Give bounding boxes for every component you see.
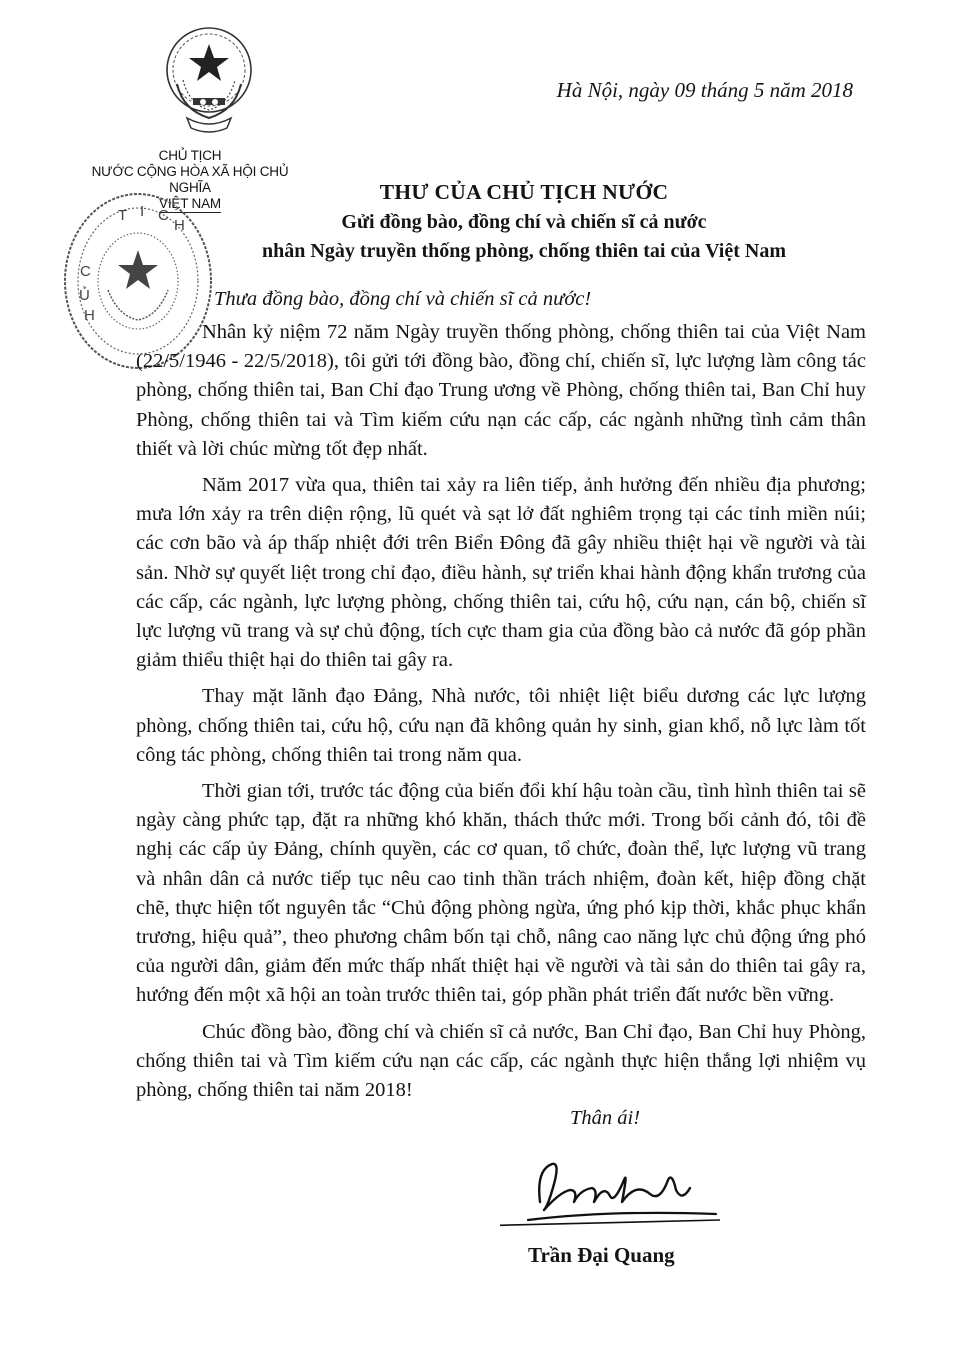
org-line-3: VIỆT NAM bbox=[159, 196, 221, 211]
salutation: Thưa đồng bào, đồng chí và chiến sĩ cả nước! bbox=[214, 288, 592, 310]
svg-text:H: H bbox=[174, 217, 185, 234]
svg-text:Ủ: Ủ bbox=[79, 287, 90, 304]
svg-text:H: H bbox=[84, 307, 95, 324]
body-paragraph-5: Chúc đồng bào, đồng chí và chiến sĩ cả nước, Ban Chỉ đạo, Ban Chỉ huy Phòng, chống thiên tai và Tìm kiếm cứu nạn các cấp, các ngành thực hiện thắng lợi nhiệm vụ phòng, chống thiên tai năm 2018! bbox=[136, 1020, 866, 1102]
letter-body bbox=[136, 318, 866, 1112]
letter-title: THƯ CỦA CHỦ TỊCH NƯỚC bbox=[379, 180, 669, 204]
svg-text:I: I bbox=[140, 203, 145, 220]
letter-title-block bbox=[214, 180, 834, 263]
document-date: Hà Nội, ngày 09 tháng 5 năm 2018 bbox=[556, 78, 853, 102]
handwritten-signature-icon bbox=[500, 1140, 720, 1240]
closing-remark: Thân ái! bbox=[570, 1107, 641, 1129]
svg-text:C: C bbox=[158, 207, 169, 224]
body-paragraph-1: Nhân kỷ niệm 72 năm Ngày truyền thống phòng, chống thiên tai của Việt Nam (22/5/1946 - 22/5/2018), tôi gửi tới đồng bào, đồng chí, chiến sĩ, lực lượng làm công tác phòng, chống thiên tai, Ban Chỉ đạo Trung ương về Phòng, chống thiên tai, Ban Chỉ huy Phòng, chống thiên tai và Tìm kiếm cứu nạn các cấp, các ngành những tình cảm thân thiết và lời chúc mừng tốt đẹp nhất. bbox=[136, 321, 866, 460]
body-paragraph-2: Năm 2017 vừa qua, thiên tai xảy ra liên tiếp, ảnh hưởng đến nhiều địa phương; mưa lớn xảy ra trên diện rộng, lũ quét và sạt lở đất nghiêm trọng tại các tỉnh miền núi; các cơn bão và áp thấp nhiệt đới trên Biển Đông đã gây nhiều thiệt hại về người và tài sản. Nhờ sự quyết liệt trong chỉ đạo, điều hành, sự triển khai hành động khẩn trương của các cấp, các ngành, lực lượng phòng, chống thiên tai, cứu hộ, cứu nạn, cán bộ, chiến sĩ lực lượng vũ trang và sự chủ động, tích cực tham gia của đồng bào cả nước đã góp phần giảm thiểu thiệt hại do thiên tai gây ra. bbox=[136, 474, 866, 672]
body-paragraph-3: Thay mặt lãnh đạo Đảng, Nhà nước, tôi nhiệt liệt biểu dương các lực lượng phòng, chống thiên tai, cứu hộ, cứu nạn đã không quản hy sinh, gian khổ, nỗ lực làm tốt công tác phòng, chống thiên tai trong năm qua. bbox=[136, 685, 866, 766]
svg-text:T: T bbox=[118, 207, 128, 224]
svg-text:C: C bbox=[80, 263, 91, 280]
org-line-1: CHỦ TỊCH bbox=[158, 148, 222, 163]
org-line-2: NƯỚC CỘNG HÒA XÃ HỘI CHỦ NGHĨA bbox=[91, 164, 289, 195]
body-paragraph-4: Thời gian tới, trước tác động của biến đổi khí hậu toàn cầu, tình hình thiên tai sẽ ngày càng phức tạp, đặt ra những khó khăn, thách thức mới. Trong bối cảnh đó, tôi đề nghị các cấp ủy Đảng, chính quyền, các cơ quan, tổ chức, đoàn thể, lực lượng vũ trang và nhân dân cả nước tiếp tục nêu cao tinh thần trách nhiệm, đoàn kết, hiệp đồng chặt chẽ, thực hiện tốt nguyên tắc “Chủ động phòng ngừa, ứng phó kịp thời, khắc phục khẩn trương, hiệu quả”, theo phương châm bốn tại chỗ, nâng cao năng lực chủ động ứng phó của người dân, giảm đến mức thấp nhất thiệt hại về người và tài sản do thiên tai gây ra, hướng đến một xã hội an toàn trước thiên tai, góp phần phát triển đất nước bền vững. bbox=[136, 780, 866, 1007]
national-emblem-icon bbox=[163, 14, 255, 142]
letter-subtitle-occasion: nhân Ngày truyền thống phòng, chống thiên tai của Việt Nam bbox=[262, 240, 786, 262]
signer-name: Trần Đại Quang bbox=[528, 1243, 675, 1267]
letter-subtitle-recipients: Gửi đồng bào, đồng chí và chiến sĩ cả nước bbox=[341, 211, 707, 233]
